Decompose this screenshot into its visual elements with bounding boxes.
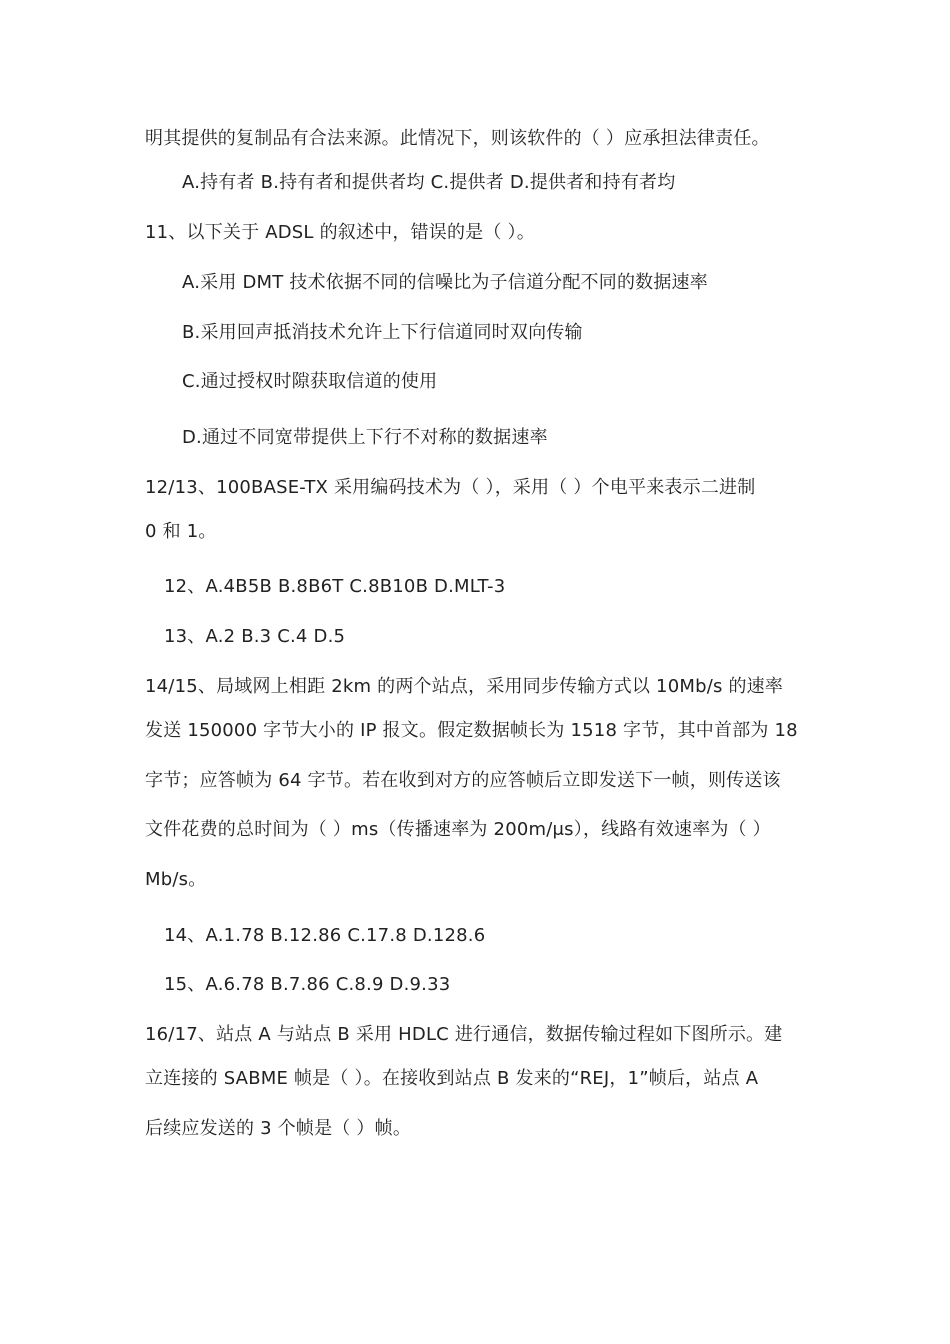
question-10-options: A.持有者 B.持有者和提供者均 C.提供者 D.提供者和持有者均 — [182, 172, 676, 193]
question-14-15-stem-cont-3: 文件花费的总时间为（ ）ms（传播速率为 200m/μs），线路有效速率为（ ） — [145, 819, 771, 840]
question-16-17-stem-cont-2: 后续应发送的 3 个帧是（ ）帧。 — [145, 1118, 412, 1139]
question-11-option-b: B.采用回声抵消技术允许上下行信道同时双向传输 — [182, 322, 583, 343]
question-14-15-stem-cont-4: Mb/s。 — [145, 869, 207, 890]
question-11-option-a: A.采用 DMT 技术依据不同的信噪比为子信道分配不同的数据速率 — [182, 272, 708, 293]
question-10-stem-tail: 明其提供的复制品有合法来源。此情况下，则该软件的（ ）应承担法律责任。 — [145, 128, 770, 149]
question-11-option-d: D.通过不同宽带提供上下行不对称的数据速率 — [182, 427, 548, 448]
question-14-15-stem-cont-1: 发送 150000 字节大小的 IP 报文。假定数据帧长为 1518 字节，其中首部为 18 — [145, 720, 798, 741]
question-14-15-stem-cont-2: 字节；应答帧为 64 字节。若在收到对方的应答帧后立即发送下一帧，则传送该 — [145, 770, 781, 791]
question-16-17-stem: 16/17、站点 A 与站点 B 采用 HDLC 进行通信，数据传输过程如下图所示。建 — [145, 1024, 783, 1045]
question-16-17-stem-cont-1: 立连接的 SABME 帧是（ ）。在接收到站点 B 发来的“REJ，1”帧后，站点 A — [145, 1068, 759, 1089]
question-14-options: 14、A.1.78 B.12.86 C.17.8 D.128.6 — [164, 925, 486, 946]
question-15-options: 15、A.6.78 B.7.86 C.8.9 D.9.33 — [164, 974, 451, 995]
question-14-15-stem: 14/15、局域网上相距 2km 的两个站点，采用同步传输方式以 10Mb/s 的速率 — [145, 676, 784, 697]
question-13-options: 13、A.2 B.3 C.4 D.5 — [164, 626, 346, 647]
question-12-options: 12、A.4B5B B.8B6T C.8B10B D.MLT-3 — [164, 576, 506, 597]
question-11-option-c: C.通过授权时隙获取信道的使用 — [182, 371, 438, 392]
question-12-13-stem-cont: 0 和 1。 — [145, 521, 217, 542]
question-12-13-stem: 12/13、100BASE-TX 采用编码技术为（ ），采用（ ）个电平来表示二进制 — [145, 477, 756, 498]
question-11-stem: 11、以下关于 ADSL 的叙述中，错误的是（ ）。 — [145, 222, 535, 243]
